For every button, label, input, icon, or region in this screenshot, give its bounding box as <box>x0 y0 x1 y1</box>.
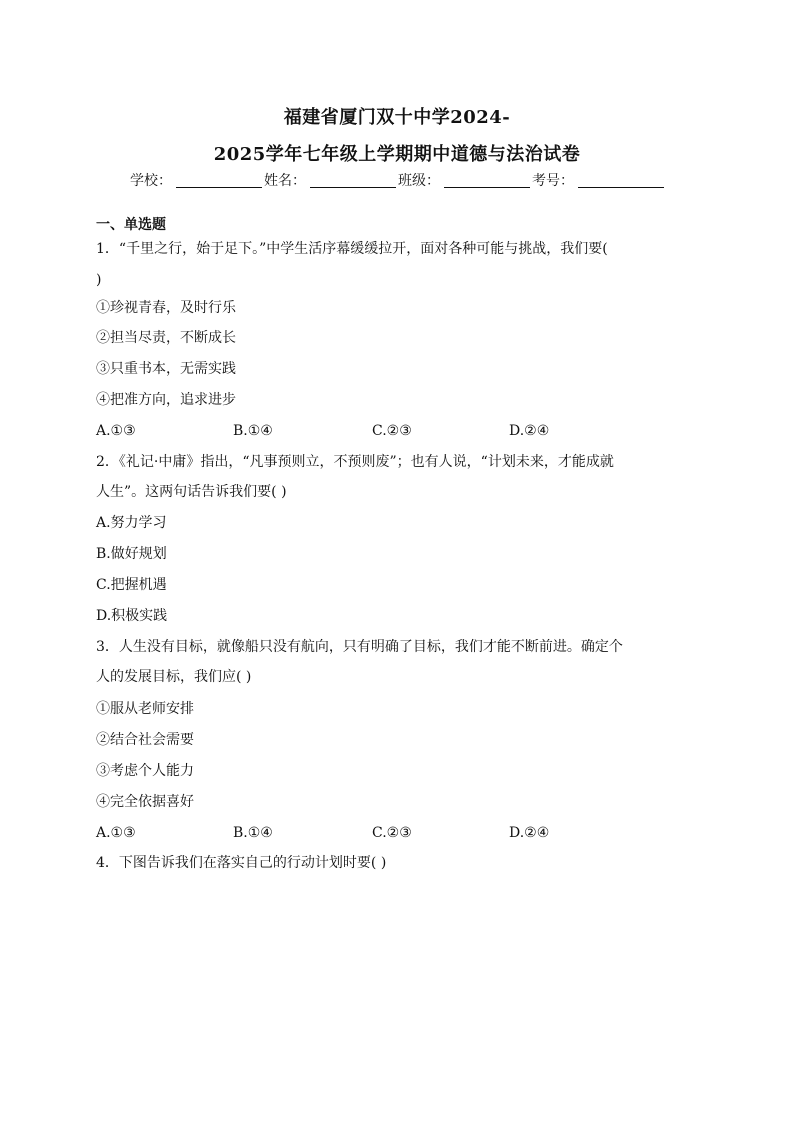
student-info-row <box>0 170 794 190</box>
class-field <box>398 170 530 190</box>
class-label: 班级： <box>398 173 440 189</box>
question-1-option-b[interactable]: B.①④ <box>233 423 273 439</box>
name-field <box>264 170 396 190</box>
exam-title-line-2: 2025学年七年级上学期期中道德与法治试卷 <box>213 144 581 165</box>
question-3-option-b[interactable]: B.①④ <box>233 825 273 841</box>
question-2-option-a[interactable]: A.努力学习 <box>96 515 167 531</box>
question-1-option-d[interactable]: D.②④ <box>509 423 550 439</box>
class-blank[interactable] <box>444 173 530 188</box>
question-4-stem-line-1: 4．下图告诉我们在落实自己的行动计划时要( ) <box>96 855 387 871</box>
exam-number-label: 考号： <box>532 173 574 189</box>
section-heading: 一、单选题 <box>96 217 166 233</box>
question-1-item-3: ③只重书本，无需实践 <box>96 361 236 377</box>
school-field <box>130 170 262 190</box>
question-2-stem-line-2: 人生”。这两句话告诉我们要( ) <box>96 484 287 500</box>
question-3-item-3: ③考虑个人能力 <box>96 763 194 779</box>
question-3-option-c[interactable]: C.②③ <box>372 825 412 841</box>
question-2-option-b[interactable]: B.做好规划 <box>96 546 167 562</box>
question-2-stem-line-1: 2．《礼记·中庸》指出，“凡事预则立，不预则废”；也有人说，“计划未来，才能成就 <box>96 454 614 470</box>
question-3-option-a[interactable]: A.①③ <box>96 825 136 841</box>
question-1-stem-line-2: ) <box>96 272 102 288</box>
question-3-item-1: ①服从老师安排 <box>96 701 194 717</box>
exam-number-field <box>532 170 664 190</box>
school-label: 学校： <box>130 173 172 189</box>
question-2-option-d[interactable]: D.积极实践 <box>96 608 168 624</box>
question-1-option-a[interactable]: A.①③ <box>96 423 136 439</box>
question-1-option-c[interactable]: C.②③ <box>372 423 412 439</box>
question-2-option-c[interactable]: C.把握机遇 <box>96 577 167 593</box>
question-1-item-2: ②担当尽责，不断成长 <box>96 330 236 346</box>
name-label: 姓名： <box>264 173 306 189</box>
name-blank[interactable] <box>310 173 396 188</box>
exam-number-blank[interactable] <box>578 173 664 188</box>
school-blank[interactable] <box>176 173 262 188</box>
question-3-item-2: ②结合社会需要 <box>96 732 194 748</box>
question-3-stem-line-1: 3．人生没有目标，就像船只没有航向，只有明确了目标，我们才能不断前进。确定个 <box>96 639 623 655</box>
question-1-item-4: ④把准方向，追求进步 <box>96 392 236 408</box>
exam-title-line-1: 福建省厦门双十中学2024- <box>283 107 511 128</box>
question-1-stem-line-1: 1．“千里之行，始于足下。”中学生活序幕缓缓拉开，面对各种可能与挑战，我们要( <box>96 241 608 257</box>
question-3-stem-line-2: 人的发展目标，我们应( ) <box>96 669 252 685</box>
question-3-option-d[interactable]: D.②④ <box>509 825 550 841</box>
question-1-item-1: ①珍视青春，及时行乐 <box>96 300 236 316</box>
question-3-item-4: ④完全依据喜好 <box>96 794 194 810</box>
